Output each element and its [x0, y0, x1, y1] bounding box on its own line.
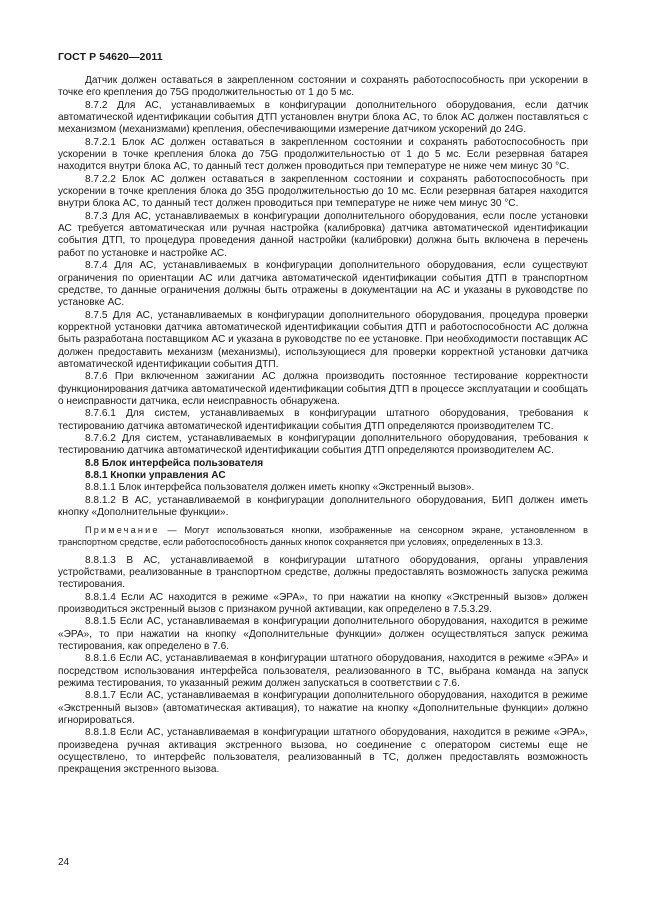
note-text: — Могут использоваться кнопки, изображенные на сенсорном экране, установленном в транспортном средстве, если работоспособность данных кнопок сохраняется при условиях, определенных в 13.3. — [58, 525, 588, 547]
document-header: ГОСТ Р 54620—2011 — [58, 51, 163, 63]
paragraph: 8.7.2.1 Блок АС должен оставаться в закрепленном состоянии и сохранять работоспособность при ускорении в точке крепления блока до 75G продолжительностью от 1 до 5 мс. Если резервная батарея находится внутри блока АС, то данный тест должен проводиться при температуре не ниже чем минус 30 °С. — [58, 136, 588, 173]
paragraph: 8.8.1.5 Если АС, устанавливаемая в конфигурации дополнительного оборудования, находится в режиме «ЭРА», то при нажатии на кнопку «Дополнительные функции» должен осуществляться запуск режима тестирования, как определено в 7.6. — [58, 616, 588, 652]
paragraph: 8.8.1.1 Блок интерфейса пользователя должен иметь кнопку «Экстренный вызов». — [85, 482, 475, 494]
page-number: 24 — [58, 857, 70, 868]
note-label: Примечание — [85, 525, 160, 536]
paragraph: 8.8.1.8 Если АС, устанавливаемая в конфигурации штатного оборудования, находится в режиме «ЭРА», произведена ручная активация экстренного вызова, но соединение с оператором системы еще не осуществлено, то интерфейс пользователя, реализованный в ТС, должен предоставлять возможность прекращения экстренного вызова. — [58, 727, 588, 776]
paragraph: 8.7.2 Для АС, устанавливаемых в конфигурации дополнительного оборудования, если датчик автоматической идентификации события ДТП установлен внутри блока АС, то блок АС должен поставляться с механизмом (механизмами) крепления, обеспечивающими измерение датчиком ускорений до 24G. — [58, 99, 588, 136]
paragraph: 8.7.6.2 Для систем, устанавливаемых в конфигурации дополнительного оборудования, требования к тестированию датчика автоматической идентификации события ДТП определяются производителем АС. — [58, 432, 588, 457]
paragraph: 8.7.5 Для АС, устанавливаемых в конфигурации дополнительного оборудования, процедура проверки корректной установки датчика автоматической идентификации события ДТП и работоспособности АС должна быть разработана поставщиком АС и указана в руководстве по ее установке. При необходимости поставщик АС должен предоставить механизм (механизмы), использующиеся для проверки корректной установки датчика автоматической идентификации события ДТП. — [58, 309, 588, 370]
paragraph: 8.7.2.2 Блок АС должен оставаться в закрепленном состоянии и сохранять работоспособность при ускорении в точке крепления блока до 35G продолжительностью до 10 мс. Если резервная батарея находится внутри блока АС, то данный тест должен проводиться при температуре не ниже чем минус 30 °С. — [58, 173, 588, 210]
paragraph: 8.7.6 При включенном зажигании АС должна производить постоянное тестирование корректности функционирования датчика автоматической идентификации события ДТП в процессе эксплуатации и сообщать о неисправности датчика, если неисправность обнаружена. — [58, 371, 588, 407]
paragraph: 8.8.1.3 В АС, устанавливаемой в конфигурации штатного оборудования, органы управления устройствами, реализованные в транспортном средстве, должны предоставлять возможность запуска режима тестирования. — [58, 554, 588, 591]
subsection-heading: 8.8.1 Кнопки управления АС — [85, 470, 226, 481]
paragraph: Датчик должен оставаться в закрепленном состоянии и сохранять работоспособность при ускорении в точке его крепления до 75G продолжительностью от 1 до 5 мс. — [58, 75, 588, 99]
paragraph: 8.8.1.4 Если АС находится в режиме «ЭРА», то при нажатии на кнопку «Экстренный вызов» должен производиться экстренный вызов с признаком ручной активации, как определено в 7.5.3.29. — [58, 591, 588, 615]
section-heading: 8.8 Блок интерфейса пользователя — [85, 457, 264, 469]
note — [58, 525, 588, 548]
paragraph: 8.7.4 Для АС, устанавливаемых в конфигурации дополнительного оборудования, если существуют ограничения по ориентации АС или датчика автоматической идентификации события ДТП в транспортном средстве, то данные ограничения должны быть отражены в документации на АС и указаны в руководстве по установке АС. — [58, 260, 588, 309]
paragraph: 8.8.1.7 Если АС, устанавливаемая в конфигурации дополнительного оборудования, находится в режиме «Экстренный вызов» (автоматическая активация), то нажатие на кнопку «Дополнительные функции» должно игнорироваться. — [58, 690, 588, 727]
paragraph: 8.7.3 Для АС, устанавливаемых в конфигурации дополнительного оборудования, если после установки АС требуется автоматическая или ручная настройка (калибровка) датчика автоматической идентификации события ДТП, то процедура проведения данной настройки (калибровки) должна быть включена в перечень работ по установке и настройке АС. — [58, 210, 588, 259]
paragraph: 8.8.1.2 В АС, устанавливаемой в конфигурации дополнительного оборудования, БИП должен иметь кнопку «Дополнительные функции». — [58, 494, 588, 519]
paragraph: 8.7.6.1 Для систем, устанавливаемых в конфигурации штатного оборудования, требования к тестированию датчика автоматической идентификации события ДТП определяются производителем ТС. — [58, 408, 588, 432]
document-body — [58, 75, 588, 777]
paragraph: 8.8.1.6 Если АС, устанавливаемая в конфигурации штатного оборудования, находится в режиме «ЭРА» и посредством использования интерфейса пользователя, реализованного в ТС, выбрана команда на запуск режима тестирования, то указанный режим должен запускаться в соответствии с 7.6. — [58, 653, 588, 689]
